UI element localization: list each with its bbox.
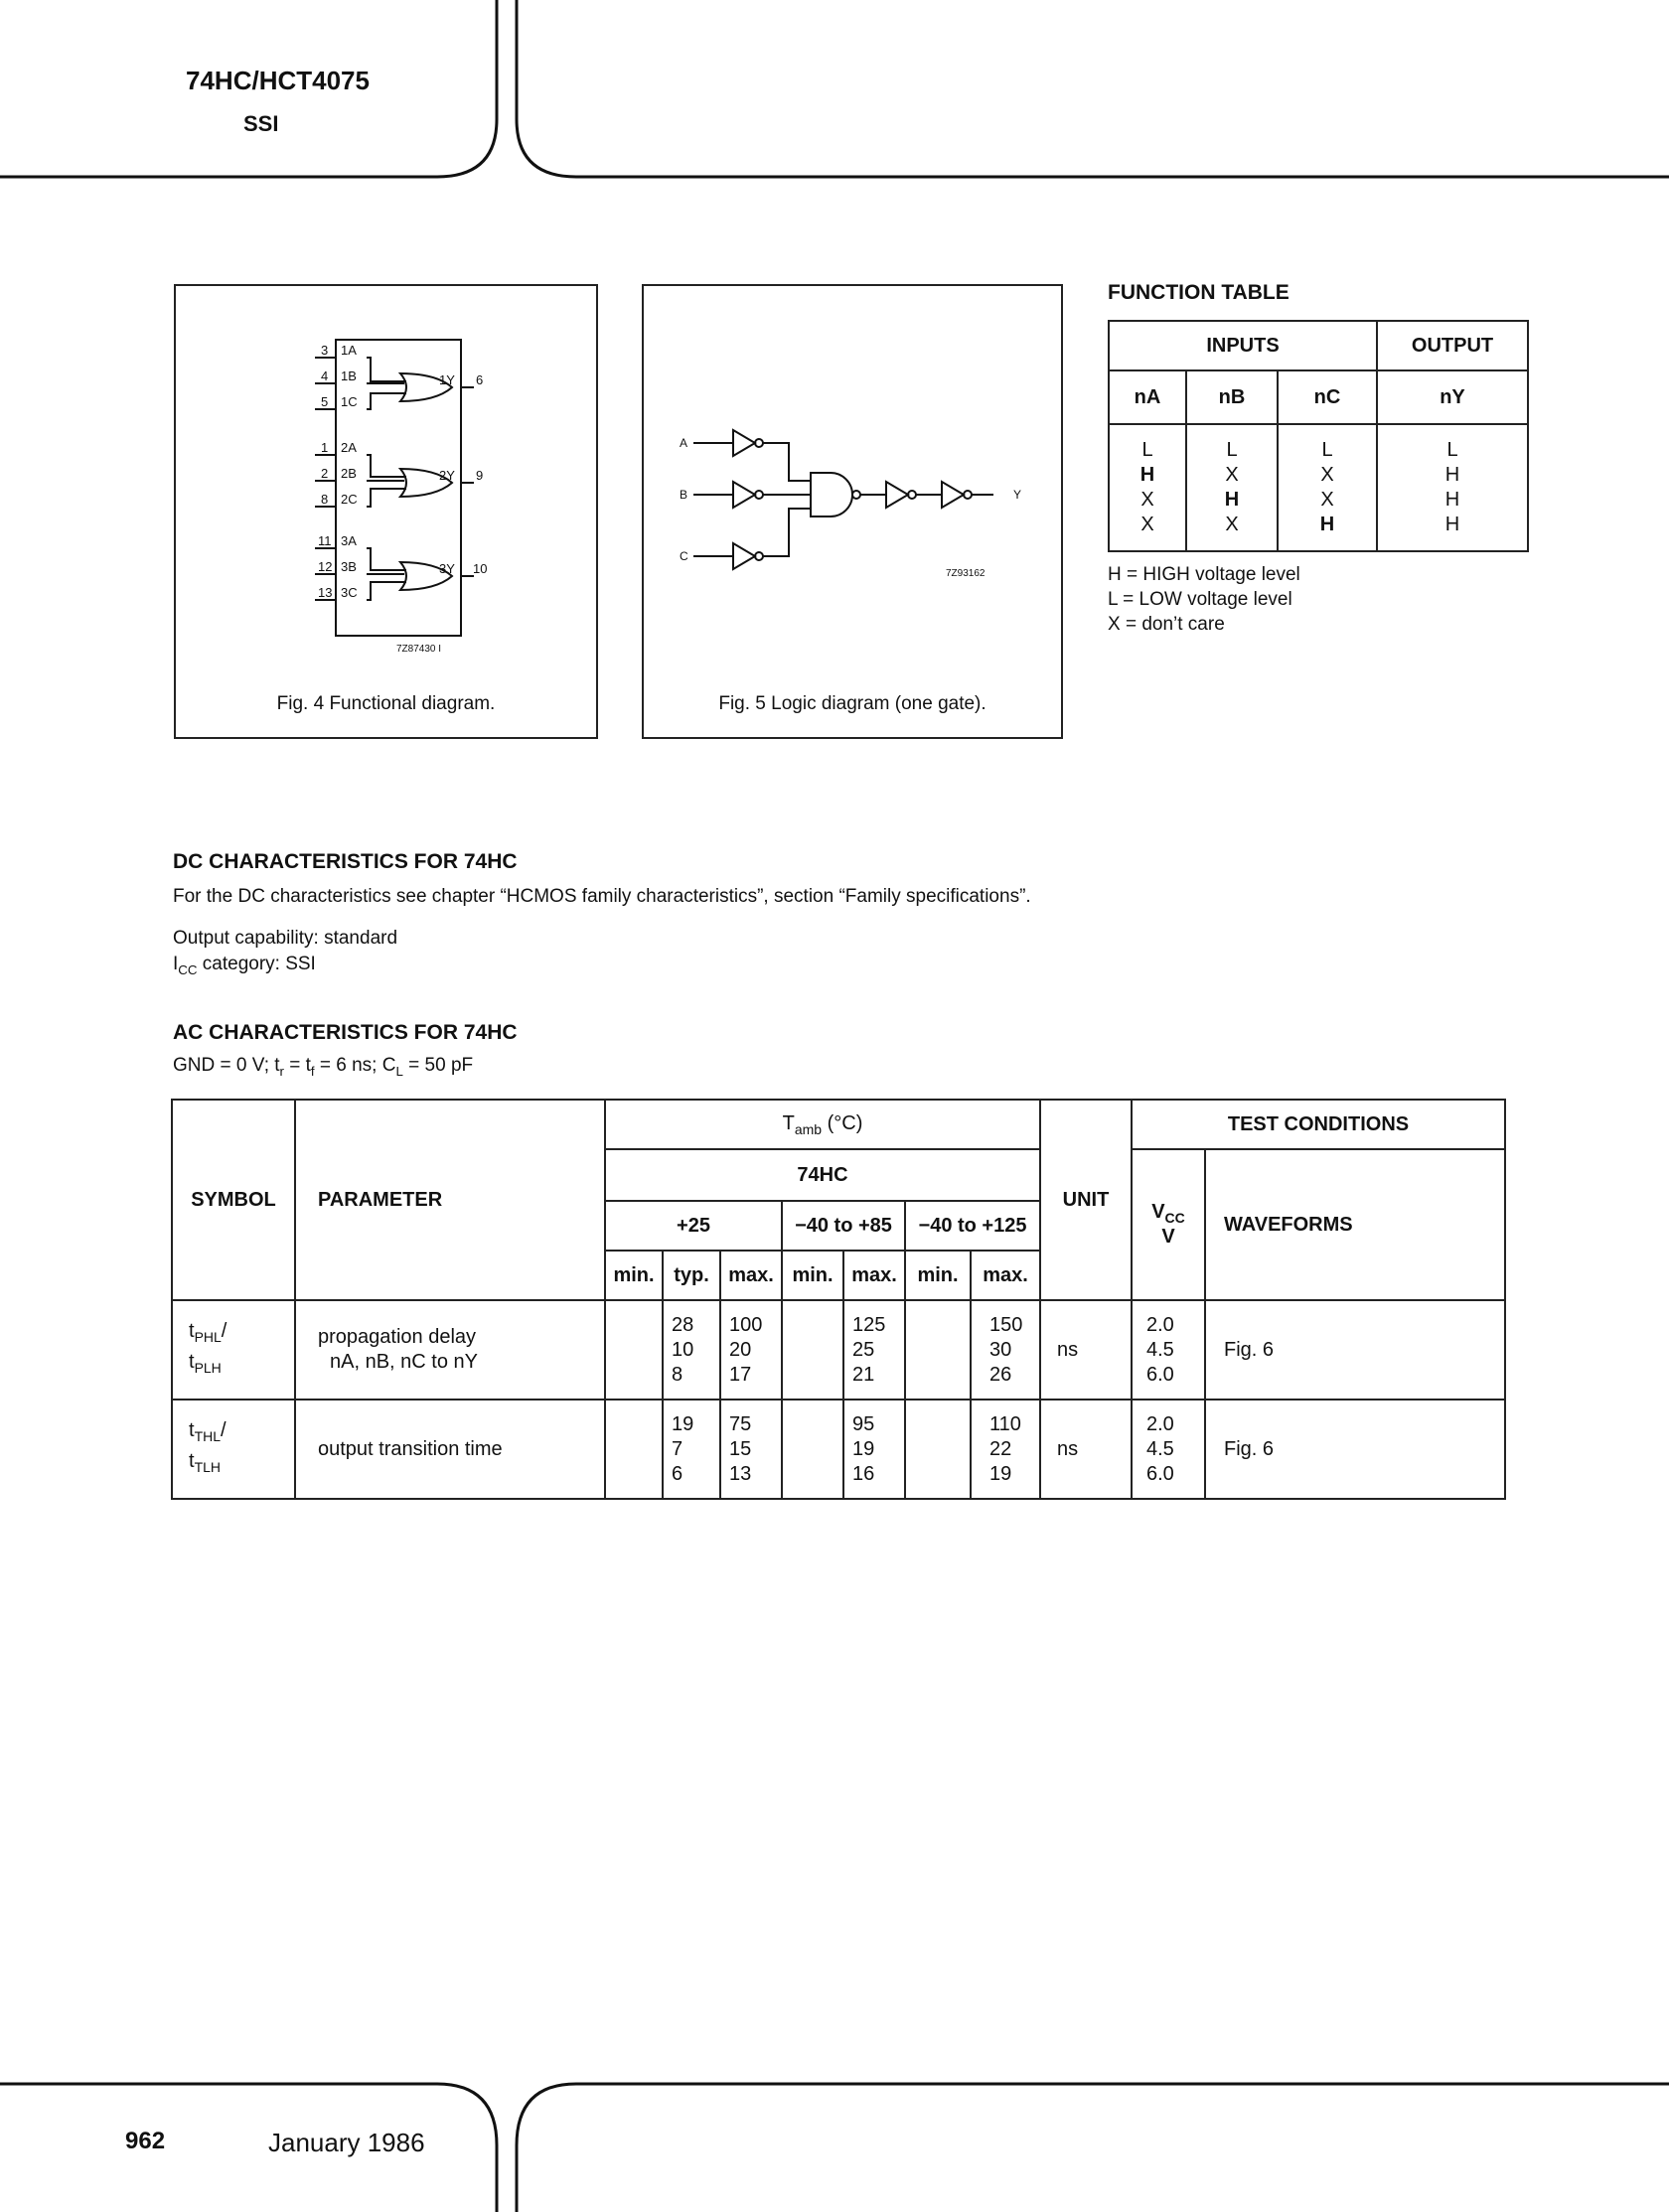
waveform-cell: Fig. 6 (1205, 1400, 1505, 1499)
legend-dont-care: X = don’t care (1108, 614, 1225, 635)
vcc-cell: 2.0 4.5 6.0 (1132, 1300, 1205, 1400)
fig4-pin: 12 (318, 559, 333, 574)
function-table (1108, 320, 1529, 552)
symbol-cell: $t_{PHL}/$ $t_{PLH}$ (172, 1300, 295, 1400)
page-number: 962 (125, 2128, 166, 2154)
min-85-cell (782, 1300, 843, 1400)
typ-25-header: typ. (663, 1251, 720, 1300)
fig4-output-label: 3Y (439, 561, 455, 576)
vcc-cell: 2.0 4.5 6.0 (1132, 1400, 1205, 1499)
col-nb: nB (1186, 370, 1278, 424)
function-table-title: FUNCTION TABLE (1108, 281, 1290, 304)
temp-125-header: −40 to +125 (905, 1201, 1040, 1251)
parameter-header: PARAMETER (295, 1100, 605, 1300)
vcc-header: $V_{CC}$ V (1132, 1149, 1205, 1300)
symbol-header: SYMBOL (172, 1100, 295, 1300)
parameter-cell: output transition time (295, 1400, 605, 1499)
col-ny: nY (1377, 370, 1528, 424)
fig4-pin: 13 (318, 585, 333, 600)
min-125-cell (905, 1400, 971, 1499)
fig5-input-b: B (680, 488, 688, 502)
max-125-cell: 150 30 26 (971, 1300, 1040, 1400)
inputs-header: INPUTS (1109, 321, 1377, 370)
typ-25-cell: 28 10 8 (663, 1300, 720, 1400)
dc-title: DC CHARACTERISTICS FOR 74HC (173, 850, 518, 873)
legend-high: H = HIGH voltage level (1108, 564, 1300, 585)
output-header: OUTPUT (1377, 321, 1528, 370)
fig4-pin: 2 (321, 466, 329, 481)
max-25-header: max. (720, 1251, 782, 1300)
icc-category: $I_{CC}$ category: SSI (173, 954, 316, 977)
table-row (172, 1400, 1505, 1499)
nc-values: L X X H (1278, 424, 1377, 551)
ny-values: L H H H (1377, 424, 1528, 551)
output-capability: Output capability: standard (173, 928, 398, 949)
category-label: SSI (243, 111, 279, 136)
max-85-cell: 125 25 21 (843, 1300, 905, 1400)
fig4-code: 7Z87430 I (396, 644, 442, 655)
fig4-output-label: 1Y (439, 372, 455, 387)
max-25-cell: 100 20 17 (720, 1300, 782, 1400)
min-25-cell (605, 1400, 663, 1499)
max-85-header: max. (843, 1251, 905, 1300)
fig4-output-label: 2Y (439, 468, 455, 483)
fig4-input-label: 1C (341, 394, 358, 409)
min-125-header: min. (905, 1251, 971, 1300)
fig4-output-pin: 10 (473, 561, 488, 576)
test-conditions-header: TEST CONDITIONS (1132, 1100, 1505, 1149)
table-row (172, 1300, 1505, 1400)
fig4-pin: 3 (321, 343, 329, 358)
temp-25-header: +25 (605, 1201, 782, 1251)
fig4-output-pin: 6 (476, 372, 484, 387)
legend-low: L = LOW voltage level (1108, 589, 1292, 610)
min-85-header: min. (782, 1251, 843, 1300)
fig4-input-label: 3C (341, 585, 358, 600)
fig4-input-label: 2B (341, 466, 357, 481)
ac-table (171, 1099, 1506, 1500)
max-25-cell: 75 15 13 (720, 1400, 782, 1499)
footer-date: January 1986 (268, 2128, 425, 2157)
temp-85-header: −40 to +85 (782, 1201, 905, 1251)
symbol-cell: $t_{THL}/$ $t_{TLH}$ (172, 1400, 295, 1499)
fig4-input-label: 1B (341, 369, 357, 383)
fig5-box (642, 284, 1063, 739)
tamb-header: $T_{amb}$ (°C) (605, 1100, 1040, 1149)
waveform-cell: Fig. 6 (1205, 1300, 1505, 1400)
fig4-input-label: 3A (341, 533, 357, 548)
fig4-input-label: 2A (341, 440, 357, 455)
fig5-output-y: Y (1013, 488, 1022, 502)
parameter-cell: propagation delay nA, nB, nC to nY (295, 1300, 605, 1400)
fig5-code: 7Z93162 (946, 568, 986, 579)
col-nc: nC (1278, 370, 1377, 424)
min-25-header: min. (605, 1251, 663, 1300)
unit-cell: ns (1040, 1300, 1132, 1400)
na-values: L H X X (1109, 424, 1186, 551)
unit-header: UNIT (1040, 1100, 1132, 1300)
fig4-functional-diagram (176, 286, 596, 683)
fig4-pin: 5 (321, 394, 329, 409)
fig4-pin: 4 (321, 369, 329, 383)
fig5-caption: Fig. 5 Logic diagram (one gate). (718, 693, 986, 714)
family-header: 74HC (605, 1149, 1040, 1201)
fig4-pin: 1 (321, 440, 329, 455)
ac-conditions: GND = 0 V; $t_r = t_f = 6$ ns; $C_L = 50$ pF (173, 1055, 474, 1079)
fig4-input-label: 2C (341, 492, 358, 507)
unit-cell: ns (1040, 1400, 1132, 1499)
fig4-pin: 8 (321, 492, 329, 507)
fig4-output-pin: 9 (476, 468, 484, 483)
max-125-header: max. (971, 1251, 1040, 1300)
min-85-cell (782, 1400, 843, 1499)
max-85-cell: 95 19 16 (843, 1400, 905, 1499)
fig5-logic-diagram (644, 286, 1061, 683)
min-25-cell (605, 1300, 663, 1400)
ac-title: AC CHARACTERISTICS FOR 74HC (173, 1021, 518, 1044)
fig4-input-label: 3B (341, 559, 357, 574)
fig4-input-label: 1A (341, 343, 357, 358)
col-na: nA (1109, 370, 1186, 424)
function-table-legend (1108, 562, 1300, 637)
part-number: 74HC/HCT4075 (186, 66, 370, 95)
fig5-input-a: A (680, 436, 688, 450)
waveforms-header: WAVEFORMS (1205, 1149, 1505, 1300)
dc-text: For the DC characteristics see chapter “HCMOS family characteristics”, section “Family specifications”. (173, 886, 1031, 907)
min-125-cell (905, 1300, 971, 1400)
nb-values: L X H X (1186, 424, 1278, 551)
typ-25-cell: 19 7 6 (663, 1400, 720, 1499)
fig4-caption: Fig. 4 Functional diagram. (276, 693, 496, 714)
max-125-cell: 110 22 19 (971, 1400, 1040, 1499)
fig4-box (174, 284, 598, 739)
fig5-input-c: C (680, 549, 688, 563)
fig4-pin: 11 (318, 533, 332, 548)
